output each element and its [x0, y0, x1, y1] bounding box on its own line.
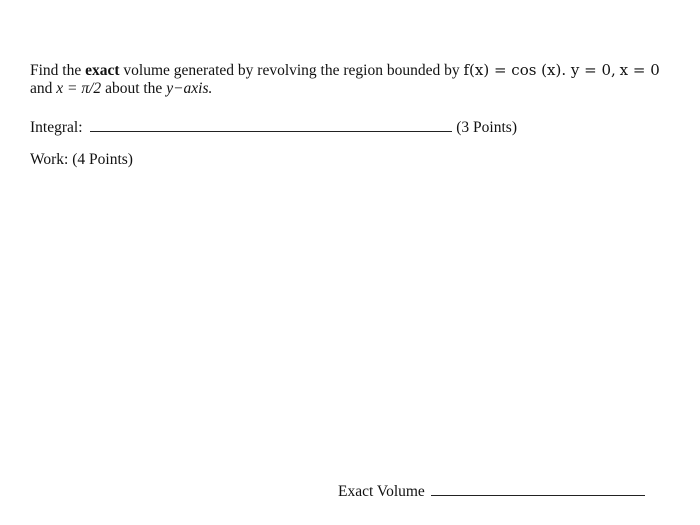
- question-text: about the: [101, 80, 167, 97]
- question-text: Find the: [30, 62, 86, 79]
- exact-volume-blank[interactable]: [431, 481, 645, 496]
- exact-volume-row: [338, 481, 645, 502]
- function-expression: f(x) = cos (x). y = 0,: [463, 61, 616, 79]
- integral-label: Integral:: [30, 119, 83, 136]
- question-line-1: [30, 60, 660, 81]
- question-line-2: [30, 79, 212, 99]
- question-text: volume generated by revolving the region bounded by: [119, 62, 464, 79]
- question-bold-word: exact: [85, 62, 120, 79]
- axis-expression: y−axis.: [166, 80, 213, 97]
- integral-answer-blank[interactable]: [90, 117, 452, 132]
- integral-row: [30, 117, 517, 138]
- bound-x0-expression: x = 0: [619, 61, 660, 79]
- exact-volume-label: Exact Volume: [338, 483, 425, 500]
- question-text: and: [30, 80, 57, 97]
- integral-points: (3 Points): [456, 119, 517, 136]
- work-label: Work: (4 Points): [30, 151, 133, 168]
- bound-x-pi-expression: x = π/2: [56, 80, 102, 97]
